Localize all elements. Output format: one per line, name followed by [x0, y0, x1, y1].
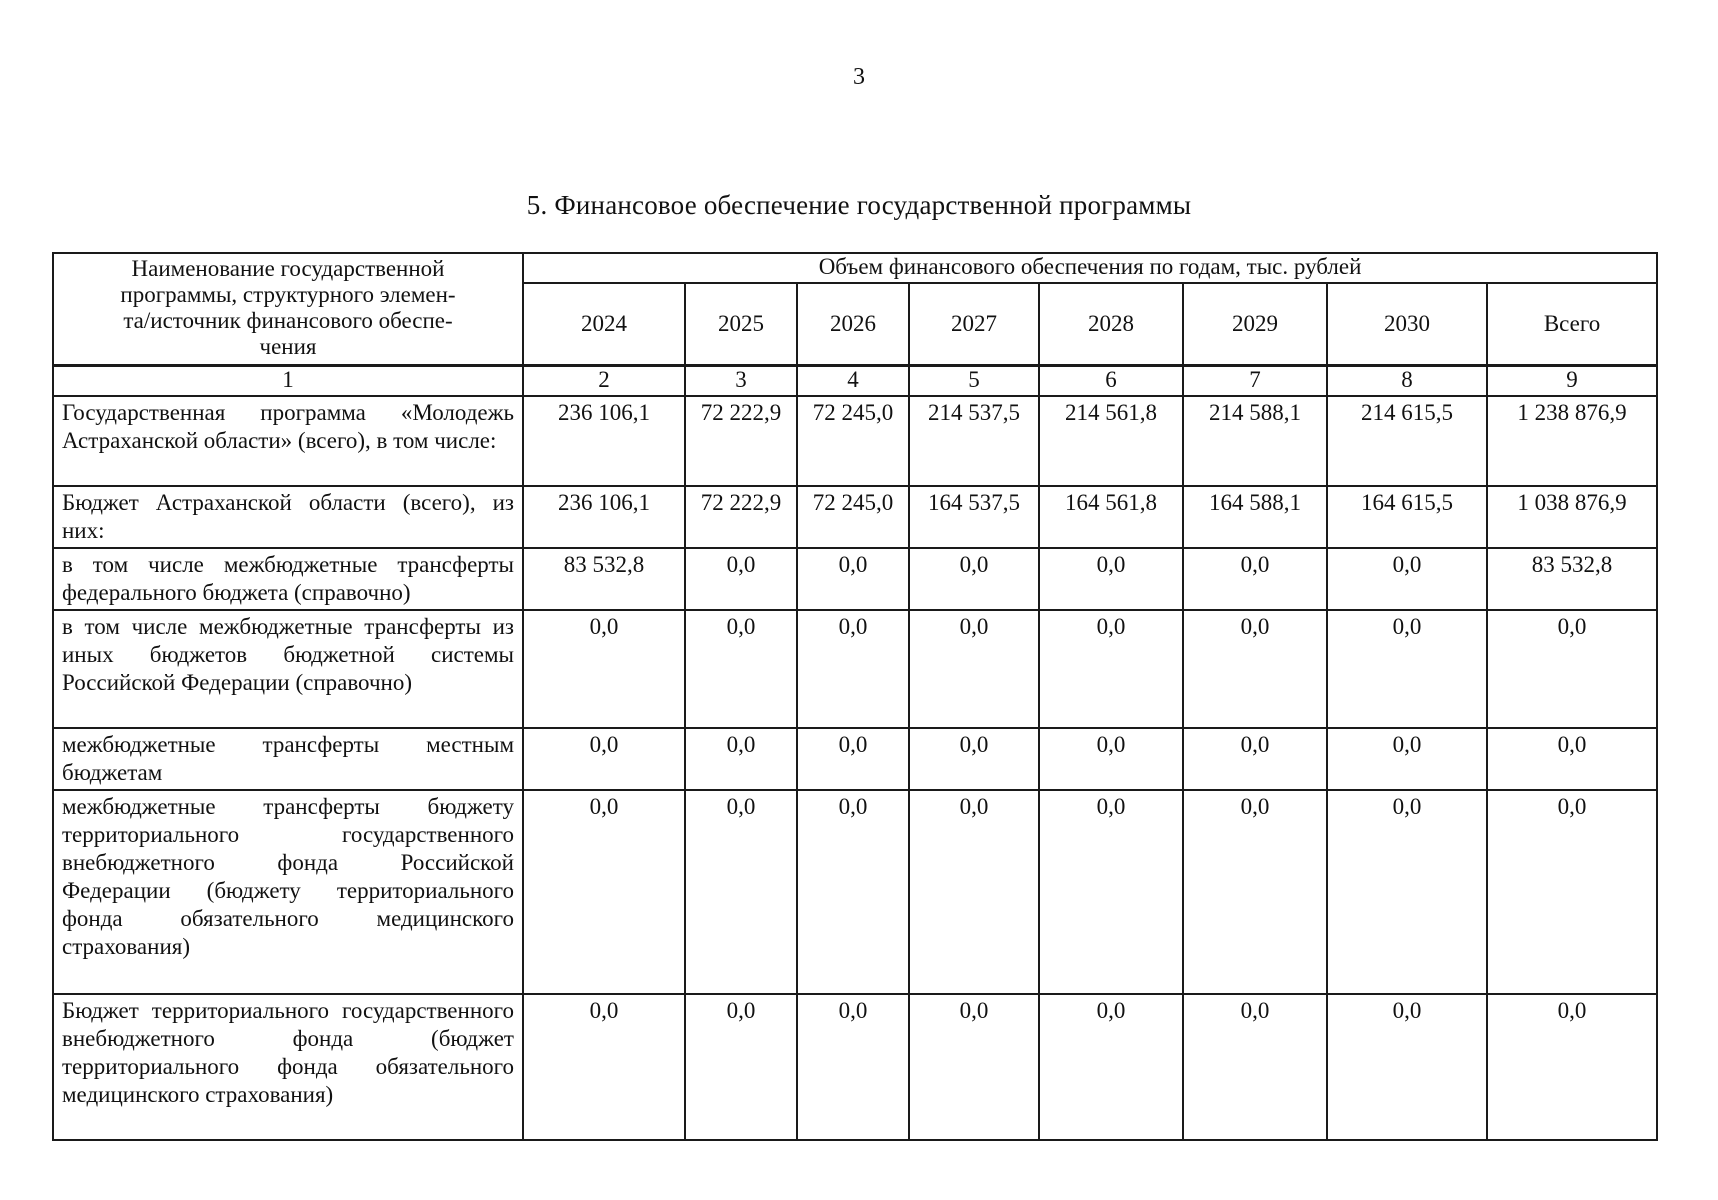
- table-cell: 0,0: [523, 610, 685, 728]
- table-cell: 0,0: [1039, 728, 1183, 790]
- column-index: 3: [685, 366, 797, 397]
- table-row: [53, 994, 1657, 1140]
- table-cell-total: 1 038 876,9: [1487, 486, 1657, 548]
- row-label: в том числе межбюджетные трансферты федерального бюджета (справочно): [53, 548, 523, 610]
- table-cell: 236 106,1: [523, 486, 685, 548]
- column-header-name-line: Наименование государственной: [131, 256, 445, 281]
- column-header-year: 2025: [685, 283, 797, 366]
- table-cell: 164 615,5: [1327, 486, 1487, 548]
- column-header-name-line: та/источник финансового обеспе-: [123, 308, 453, 333]
- column-index-row: [53, 366, 1657, 397]
- table-cell: 0,0: [685, 790, 797, 994]
- table-cell: 0,0: [1183, 994, 1327, 1140]
- table-cell: 236 106,1: [523, 396, 685, 486]
- table-cell: 0,0: [523, 728, 685, 790]
- column-header-name-line: программы, структурного элемен-: [120, 282, 456, 307]
- column-header-year: 2026: [797, 283, 909, 366]
- table-cell: 0,0: [797, 790, 909, 994]
- table-cell: 0,0: [1327, 728, 1487, 790]
- table-cell-total: 0,0: [1487, 728, 1657, 790]
- table-cell: 0,0: [685, 610, 797, 728]
- table-cell: 0,0: [523, 994, 685, 1140]
- table-cell-total: 0,0: [1487, 790, 1657, 994]
- table-cell: 0,0: [1183, 728, 1327, 790]
- column-index: 4: [797, 366, 909, 397]
- table-cell: 214 615,5: [1327, 396, 1487, 486]
- table-cell: 0,0: [685, 994, 797, 1140]
- table-cell: 214 537,5: [909, 396, 1039, 486]
- column-index: 2: [523, 366, 685, 397]
- column-index: 6: [1039, 366, 1183, 397]
- table-cell: 72 245,0: [797, 396, 909, 486]
- page-title: 5. Финансовое обеспечение государственной программы: [526, 190, 1192, 220]
- row-label: Государственная программа «Молодежь Астраханской области» (всего), в том числе:: [53, 396, 523, 486]
- table-cell: 83 532,8: [523, 548, 685, 610]
- table-cell: 0,0: [909, 994, 1039, 1140]
- table-cell: 214 588,1: [1183, 396, 1327, 486]
- column-header-year: 2030: [1327, 283, 1487, 366]
- page-number: 3: [853, 64, 865, 90]
- row-label: Бюджет территориального государственного внебюджетного фонда (бюджет территориального фонда обязательного медицинского страхования): [53, 994, 523, 1140]
- table-cell: 0,0: [1039, 790, 1183, 994]
- table-row: [53, 728, 1657, 790]
- column-header-total: Всего: [1487, 283, 1657, 366]
- table-row: [53, 790, 1657, 994]
- table-cell: 0,0: [797, 728, 909, 790]
- table-cell: 214 561,8: [1039, 396, 1183, 486]
- financing-table: [52, 252, 1658, 1141]
- table-cell: 0,0: [909, 548, 1039, 610]
- table-cell-total: 83 532,8: [1487, 548, 1657, 610]
- table-cell: 0,0: [1183, 790, 1327, 994]
- table-cell-total: 0,0: [1487, 610, 1657, 728]
- table-cell: 72 222,9: [685, 486, 797, 548]
- table-cell: 0,0: [909, 610, 1039, 728]
- table-cell: 0,0: [685, 728, 797, 790]
- table-cell: 164 561,8: [1039, 486, 1183, 548]
- table-row: [53, 486, 1657, 548]
- table-row: [53, 396, 1657, 486]
- column-index: 8: [1327, 366, 1487, 397]
- table-cell: 164 588,1: [1183, 486, 1327, 548]
- table-cell: 0,0: [1039, 548, 1183, 610]
- table-cell-total: 1 238 876,9: [1487, 396, 1657, 486]
- table-cell: 164 537,5: [909, 486, 1039, 548]
- table-cell: 0,0: [1183, 610, 1327, 728]
- column-index: 1: [53, 366, 523, 397]
- table-cell: 0,0: [1183, 548, 1327, 610]
- table-cell: 0,0: [909, 790, 1039, 994]
- table-cell: 72 245,0: [797, 486, 909, 548]
- column-header-year: 2024: [523, 283, 685, 366]
- column-header-name: [53, 253, 523, 366]
- row-label: Бюджет Астраханской области (всего), из них:: [53, 486, 523, 548]
- table-row: [53, 610, 1657, 728]
- table-cell: 0,0: [1039, 994, 1183, 1140]
- table-cell-total: 0,0: [1487, 994, 1657, 1140]
- row-label: межбюджетные трансферты местным бюджетам: [53, 728, 523, 790]
- column-index: 7: [1183, 366, 1327, 397]
- column-header-name-line: чения: [259, 334, 317, 359]
- table-row: [53, 548, 1657, 610]
- column-index: 9: [1487, 366, 1657, 397]
- table-cell: 0,0: [797, 994, 909, 1140]
- column-header-year: 2027: [909, 283, 1039, 366]
- table-cell: 0,0: [1327, 548, 1487, 610]
- table-cell: 0,0: [523, 790, 685, 994]
- table-cell: 0,0: [797, 548, 909, 610]
- table-cell: 0,0: [1327, 790, 1487, 994]
- row-label: в том числе межбюджетные трансферты из иных бюджетов бюджетной системы Российской Федерации (справочно): [53, 610, 523, 728]
- table-cell: 0,0: [1327, 610, 1487, 728]
- column-header-year: 2028: [1039, 283, 1183, 366]
- table-cell: 72 222,9: [685, 396, 797, 486]
- table-cell: 0,0: [1039, 610, 1183, 728]
- table-cell: 0,0: [1327, 994, 1487, 1140]
- column-index: 5: [909, 366, 1039, 397]
- table-cell: 0,0: [909, 728, 1039, 790]
- row-label: межбюджетные трансферты бюджету территориального государственного внебюджетного фонда Российской Федерации (бюджету территориального фонда обязательного медицинского страхования): [53, 790, 523, 994]
- column-header-year: 2029: [1183, 283, 1327, 366]
- table-cell: 0,0: [797, 610, 909, 728]
- column-group-header: Объем финансового обеспечения по годам, тыс. рублей: [523, 253, 1657, 283]
- table-cell: 0,0: [685, 548, 797, 610]
